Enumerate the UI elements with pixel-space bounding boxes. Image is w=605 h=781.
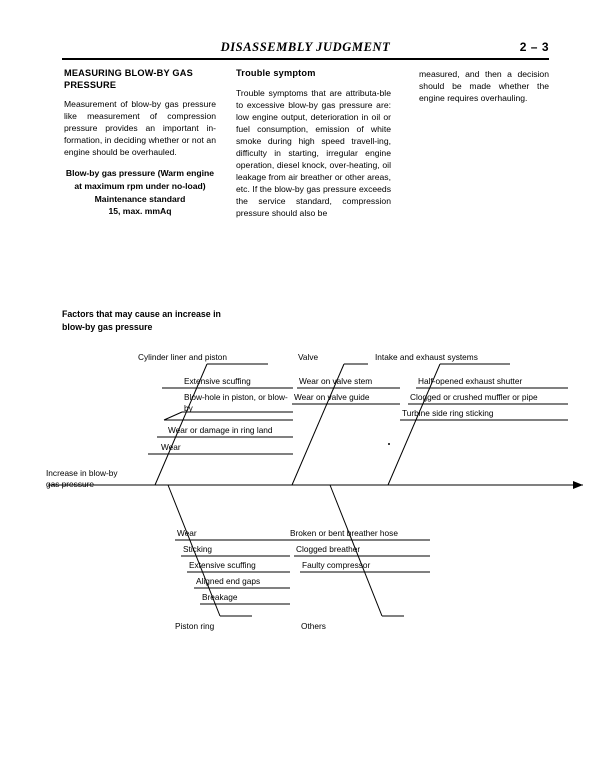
page-header xyxy=(62,40,549,60)
cause-wear-liner: Wear xyxy=(161,442,181,452)
cause-extensive-scuffing-ring: Extensive scuffing xyxy=(189,560,256,570)
column-right xyxy=(419,68,549,113)
spine-arrow xyxy=(573,481,583,489)
cause-wear-or-damage-in-ring-land: Wear or damage in ring land xyxy=(168,425,273,435)
section-heading-measuring: MEASURING BLOW-BY GAS PRESSURE xyxy=(64,68,193,90)
page-number: 2 – 3 xyxy=(519,40,549,54)
category-valve: Valve xyxy=(298,352,319,362)
header-title: DISASSEMBLY JUDGMENT xyxy=(220,40,391,54)
spec-line-4: 15, max. mmAq xyxy=(108,206,172,217)
cause-clogged-breather: Clogged breather xyxy=(296,544,361,554)
section-heading-trouble-symptom: Trouble symptom xyxy=(236,68,316,78)
paragraph-continued: measured, and then a decision should be made whether the engine requires overhauling. xyxy=(419,69,549,104)
cause-wear-on-valve-stem: Wear on valve stem xyxy=(299,376,373,386)
category-others: Others xyxy=(301,621,326,631)
column-left xyxy=(64,68,216,218)
paragraph-trouble-symptom: Trouble symptoms that are attributa-ble to excessive blow-by gas pressure are: low engine output, deterioration in oil or fuel consumption, emission of white smoke during high speed travell-ing, difficulty in starting, irregular engine operation, diesel knock, over-heating, oil leakage from air breather or other areas, etc. If the blow-by gas pressure exceeds the service standard, compression pressure should also be xyxy=(236,87,391,219)
spine-label-line-2: gas pressure xyxy=(46,478,94,489)
cause-turbine-side-ring-sticking: Turbine side ring sticking xyxy=(402,408,494,418)
cause-wear-on-valve-guide: Wear on valve guide xyxy=(294,392,370,402)
cause-extensive-scuffing-liner: Extensive scuffing xyxy=(184,376,251,386)
cause-broken-or-bent-breather-hose: Broken or bent breather hose xyxy=(290,528,398,538)
fishbone-lines xyxy=(0,340,605,650)
column-middle xyxy=(236,68,391,229)
cause-breakage: Breakage xyxy=(202,592,238,602)
spec-line-1: Blow-by gas pressure (Warm engine xyxy=(65,168,215,179)
header-divider xyxy=(62,58,549,60)
cause-blow-hole-in-piston xyxy=(184,392,294,413)
spec-line-3: Maintenance standard xyxy=(94,193,186,204)
spine-label xyxy=(46,468,126,489)
cause-aligned-end-gaps: Aligned end gaps xyxy=(196,576,261,586)
fishbone-diagram xyxy=(0,340,605,650)
cause-clogged-or-crushed-muffler-or-pipe: Clogged or crushed muffler or pipe xyxy=(410,392,538,402)
category-piston-ring: Piston ring xyxy=(175,621,215,631)
spec-block xyxy=(64,167,216,217)
stray-mark xyxy=(388,443,390,445)
diagram-caption xyxy=(62,308,221,333)
spine-label-line-1: Increase in blow-by xyxy=(46,468,118,478)
cause-blow-hole-text: Blow-hole in piston, or blow-by xyxy=(184,392,288,413)
cause-faulty-compressor: Faulty compressor xyxy=(302,560,371,570)
paragraph-measuring: Measurement of blow-by gas pressure like measurement of compression pressure provides an important in-formation, in deciding whether or not an engine should be overhauled. xyxy=(64,99,216,158)
cause-sticking: Sticking xyxy=(183,544,213,554)
diagram-caption-line-1: Factors that may cause an increase in xyxy=(62,309,221,319)
diagram-caption-line-2: blow-by gas pressure xyxy=(62,321,153,332)
category-intake-and-exhaust-systems: Intake and exhaust systems xyxy=(375,352,478,362)
cause-half-opened-exhaust-shutter: Half-opened exhaust shutter xyxy=(418,376,523,386)
cause-wear-piston-ring: Wear xyxy=(177,528,197,538)
category-cylinder-liner-and-piston: Cylinder liner and piston xyxy=(138,352,228,362)
spec-line-2: at maximum rpm under no-load) xyxy=(74,181,206,192)
